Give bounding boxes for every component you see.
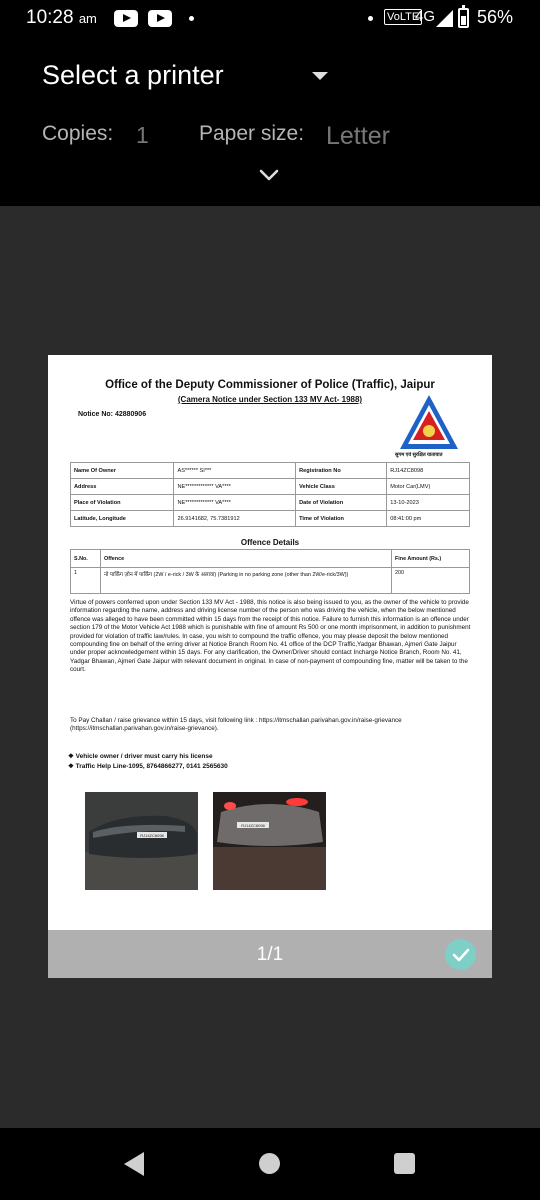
table-row	[71, 568, 470, 594]
table-header-row	[71, 550, 470, 568]
recents-icon[interactable]	[394, 1153, 415, 1174]
table-cell: Name Of Owner	[71, 463, 174, 479]
table-cell: 26.9141682, 75.7381912	[174, 511, 296, 527]
table-cell: 08:41:00 pm	[387, 511, 470, 527]
expand-chevron-icon[interactable]	[258, 166, 280, 184]
dropdown-caret-icon[interactable]	[312, 72, 328, 80]
document-title: Office of the Deputy Commissioner of Police (Traffic), Jaipur	[105, 379, 435, 391]
print-options-header	[0, 38, 540, 206]
notice-paragraph: Virtue of powers conferred upon under Section 133 MV Act - 1988, this notice is also being issued to you, as the owner of the vehicle to provide information regarding the name, address and driving license number of the person who was driving the vehicle, when the below mentioned offence was alleged to have been committed within 15 days from the receipt of this notice. Failure to furnish this information is an offence under section 179 of the Motor Vehicle Act 1988 which is punishable with fine of amount Rs 500 or one month imprisonment, in addition to punishment provided for violation of traffic law/rules. In case, you wish to compound the traffic offence, you may please deposit the below mentioned compounding fine on behalf of the erring driver at Notice Branch Room No. 41 office of the DCP Traffic,Yadgar Bhawan, Ajmeri Gate Jaipur under proper acknowledgement within 15 days. For any clarification, the Owner/Driver should contact Incharge Notice Branch, Room No. 41, Yadgar Bhawan, Ajmeri Gate Jaipur with relevant document in original. In case of non-payment of compounding fine, matter will be taken to the court.	[70, 599, 471, 674]
bullet-list	[68, 752, 228, 772]
table-cell: RJ14ZC8098	[387, 463, 470, 479]
back-icon[interactable]	[124, 1152, 144, 1176]
table-row	[71, 495, 470, 511]
offence-table	[70, 549, 470, 594]
notice-number: Notice No: 42880906	[78, 411, 147, 418]
offence-heading: Offence Details	[240, 538, 300, 547]
network-type: 4G	[415, 8, 436, 25]
page-footer	[48, 930, 492, 978]
status-time: 10:28 am	[26, 7, 97, 28]
table-row	[71, 463, 470, 479]
table-cell: 13-10-2023	[387, 495, 470, 511]
paper-size-select[interactable]: Letter	[326, 122, 390, 150]
traffic-police-logo-icon	[398, 393, 460, 451]
table-cell: नो पार्किंग ज़ोन में पार्किंग (2W / e-rick / 3W के अलावा) (Parking in no parking zone (other than 2W/e-rick/3W))	[101, 568, 392, 594]
table-cell: Date of Violation	[296, 495, 387, 511]
list-item: ❖ Vehicle owner / driver must carry his license	[68, 753, 213, 760]
home-icon[interactable]	[259, 1153, 280, 1174]
table-cell: Place of Violation	[71, 495, 174, 511]
youtube-notification-icon	[148, 10, 172, 27]
plate-text: RJ14ZC8098	[140, 833, 164, 838]
payment-paragraph: To Pay Challan / raise grievance within 15 days, visit following link : https://itmschallan.parivahan.gov.in/raise-grievance (https://itmschallan.parivahan.gov.in/raise-grievance).	[70, 717, 402, 733]
table-cell: Time of Violation	[296, 511, 387, 527]
table-cell: Latitude, Longitude	[71, 511, 174, 527]
copies-label: Copies:	[42, 122, 114, 145]
table-header-cell: S.No.	[71, 550, 101, 568]
list-item: ❖ Traffic Help Line-1095, 8764866277, 0141 2565630	[68, 763, 228, 770]
printer-dropdown[interactable]	[42, 60, 382, 96]
signal-icon	[436, 10, 453, 27]
table-cell: 200	[392, 568, 470, 594]
table-header-cell: Fine Amount (Rs.)	[392, 550, 470, 568]
notification-dot-icon	[189, 16, 194, 21]
battery-icon	[458, 8, 469, 28]
table-cell: AS****** SI***	[174, 463, 296, 479]
vehicle-info-table	[70, 462, 470, 527]
page-number: 1/1	[256, 944, 284, 965]
navigation-bar	[0, 1128, 540, 1200]
table-row	[71, 479, 470, 495]
table-cell: 1	[71, 568, 101, 594]
table-cell: Motor Car(LMV)	[387, 479, 470, 495]
table-row	[71, 511, 470, 527]
volte-indicator: VoLTE	[384, 9, 422, 25]
page-preview[interactable]	[48, 355, 492, 930]
check-icon	[445, 939, 476, 970]
page-selected-checkbox[interactable]	[445, 939, 476, 970]
table-cell: Registration No	[296, 463, 387, 479]
copies-input[interactable]: 1	[136, 122, 149, 148]
table-header-cell: Offence	[101, 550, 392, 568]
status-bar	[0, 0, 540, 38]
document-subtitle: (Camera Notice under Section 133 MV Act- 1988)	[177, 395, 363, 404]
battery-percent: 56%	[477, 7, 514, 27]
plate-text: RJ14ZC8098	[241, 823, 265, 828]
table-cell: Address	[71, 479, 174, 495]
table-cell: NE************* VA****	[174, 495, 296, 511]
notification-dot-icon	[368, 16, 373, 21]
table-cell: NE************* VA****	[174, 479, 296, 495]
logo-caption: सुगम एवं सुरक्षित यातायात	[395, 452, 443, 458]
vehicle-photo-rear	[213, 792, 326, 890]
table-cell: Vehicle Class	[296, 479, 387, 495]
printer-label: Select a printer	[42, 60, 224, 90]
youtube-notification-icon	[114, 10, 138, 27]
vehicle-photo-front	[85, 792, 198, 890]
paper-size-label: Paper size:	[199, 122, 305, 145]
